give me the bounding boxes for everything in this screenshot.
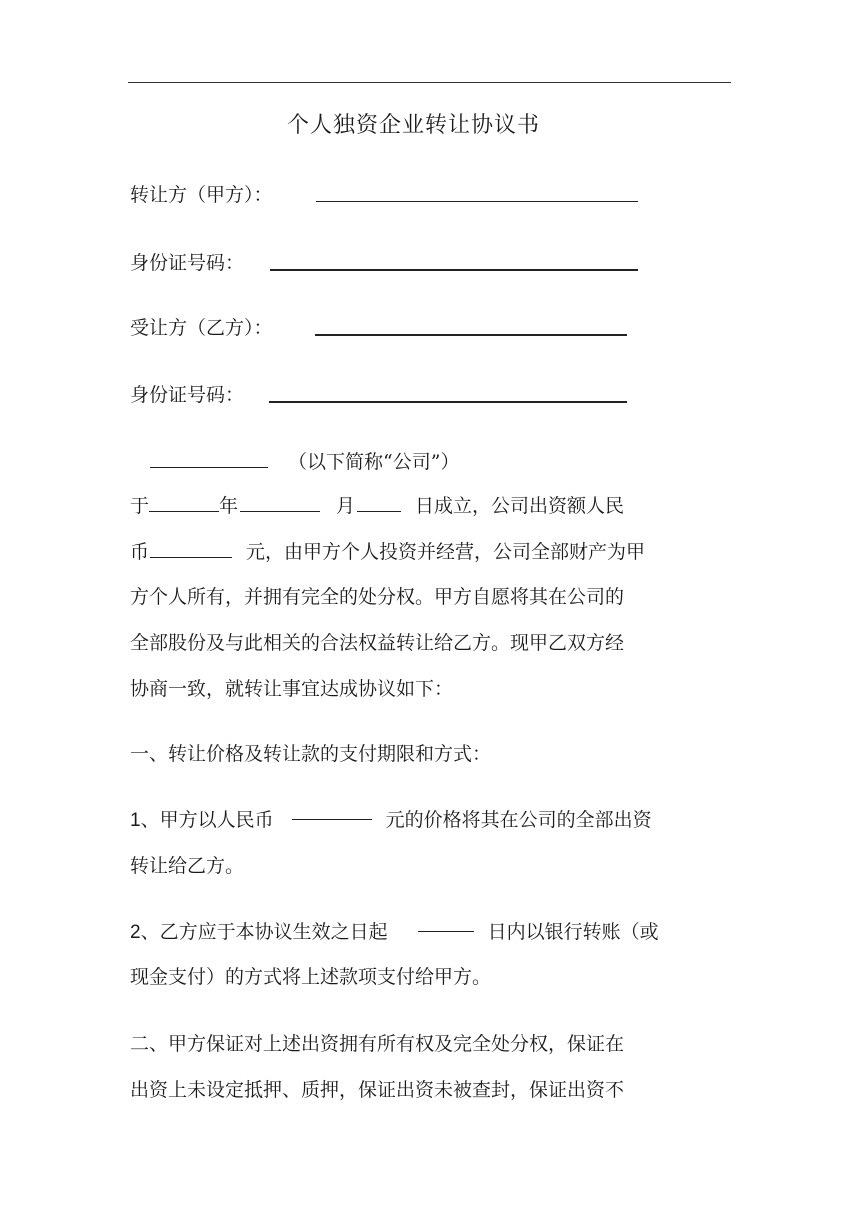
paragraph-line-5: 协商一致，就转让事宜达成协议如下： [130,678,454,700]
transferee-blank-wrap [315,316,627,342]
bi-text: 币 [130,541,150,563]
capital-rest-text: 元，由甲方个人投资并经营，公司全部财产为甲 [246,541,646,563]
item-2-days-blank[interactable] [418,931,474,932]
capital-amount-blank[interactable] [150,539,232,558]
document-title: 个人独资企业转让协议书 [287,113,541,138]
transferor-row [130,183,273,207]
section-2-line-1: 二、甲方保证对上述出资拥有所有权及完全处分权，保证在 [130,1033,625,1055]
item-2-line-1 [130,920,659,945]
transferor-name-blank[interactable] [316,183,638,202]
yue-text: 月 [336,495,356,517]
company-row [150,449,459,474]
transferee-name-blank[interactable] [315,316,627,336]
item-2-before: 、乙方应于本协议生效之日起 [140,921,388,943]
company-short-text: （以下简称“公司”） [288,451,460,473]
item-2-number: 2 [130,922,141,943]
id-row-2 [130,383,244,407]
transferee-row [130,316,273,340]
capital-row [130,539,645,564]
id-number-blank-2[interactable] [269,383,627,403]
ri-text: 日成立，公司出资额人民 [415,495,625,517]
item-1-after: 元的价格将其在公司的全部出资 [385,809,652,831]
section-1-heading: 一、转让价格及转让款的支付期限和方式： [130,743,492,765]
item-2-after: 日内以银行转账（或 [487,921,659,943]
header-rule [128,82,731,83]
item-1-price-blank[interactable] [292,819,372,820]
id-number-blank-1[interactable] [270,251,638,271]
item-2-line-2: 现金支付）的方式将上述款项支付给甲方。 [130,966,492,988]
item-1-line-2: 转让给乙方。 [130,855,245,877]
item-1-line-1 [130,808,652,833]
nian-text: 年 [219,495,239,517]
id-blank-2-wrap [269,383,627,409]
transferee-label: 受让方（乙方）： [130,317,273,339]
paragraph-line-3: 方个人所有，并拥有完全的处分权。甲方自愿将其在公司的 [130,586,625,608]
yu-text: 于 [130,495,150,517]
id-label-2: 身份证号码： [130,384,245,406]
day-blank[interactable] [357,493,401,512]
paragraph-line-4: 全部股份及与此相关的合法权益转让给乙方。现甲乙双方经 [130,632,625,654]
item-1-before: 、甲方以人民币 [140,809,274,831]
month-blank[interactable] [240,493,320,512]
id-row-1 [130,251,244,275]
company-name-blank[interactable] [150,449,268,468]
year-blank[interactable] [149,493,219,512]
section-2-line-2: 出资上未设定抵押、质押，保证出资未被查封，保证出资不 [130,1079,625,1101]
transferor-blank-wrap [316,183,638,208]
transferor-label: 转让方（甲方）： [130,184,273,206]
item-1-number: 1 [130,810,141,831]
id-label-1: 身份证号码： [130,252,245,274]
id-blank-1-wrap [270,251,638,277]
establish-row [130,493,624,518]
